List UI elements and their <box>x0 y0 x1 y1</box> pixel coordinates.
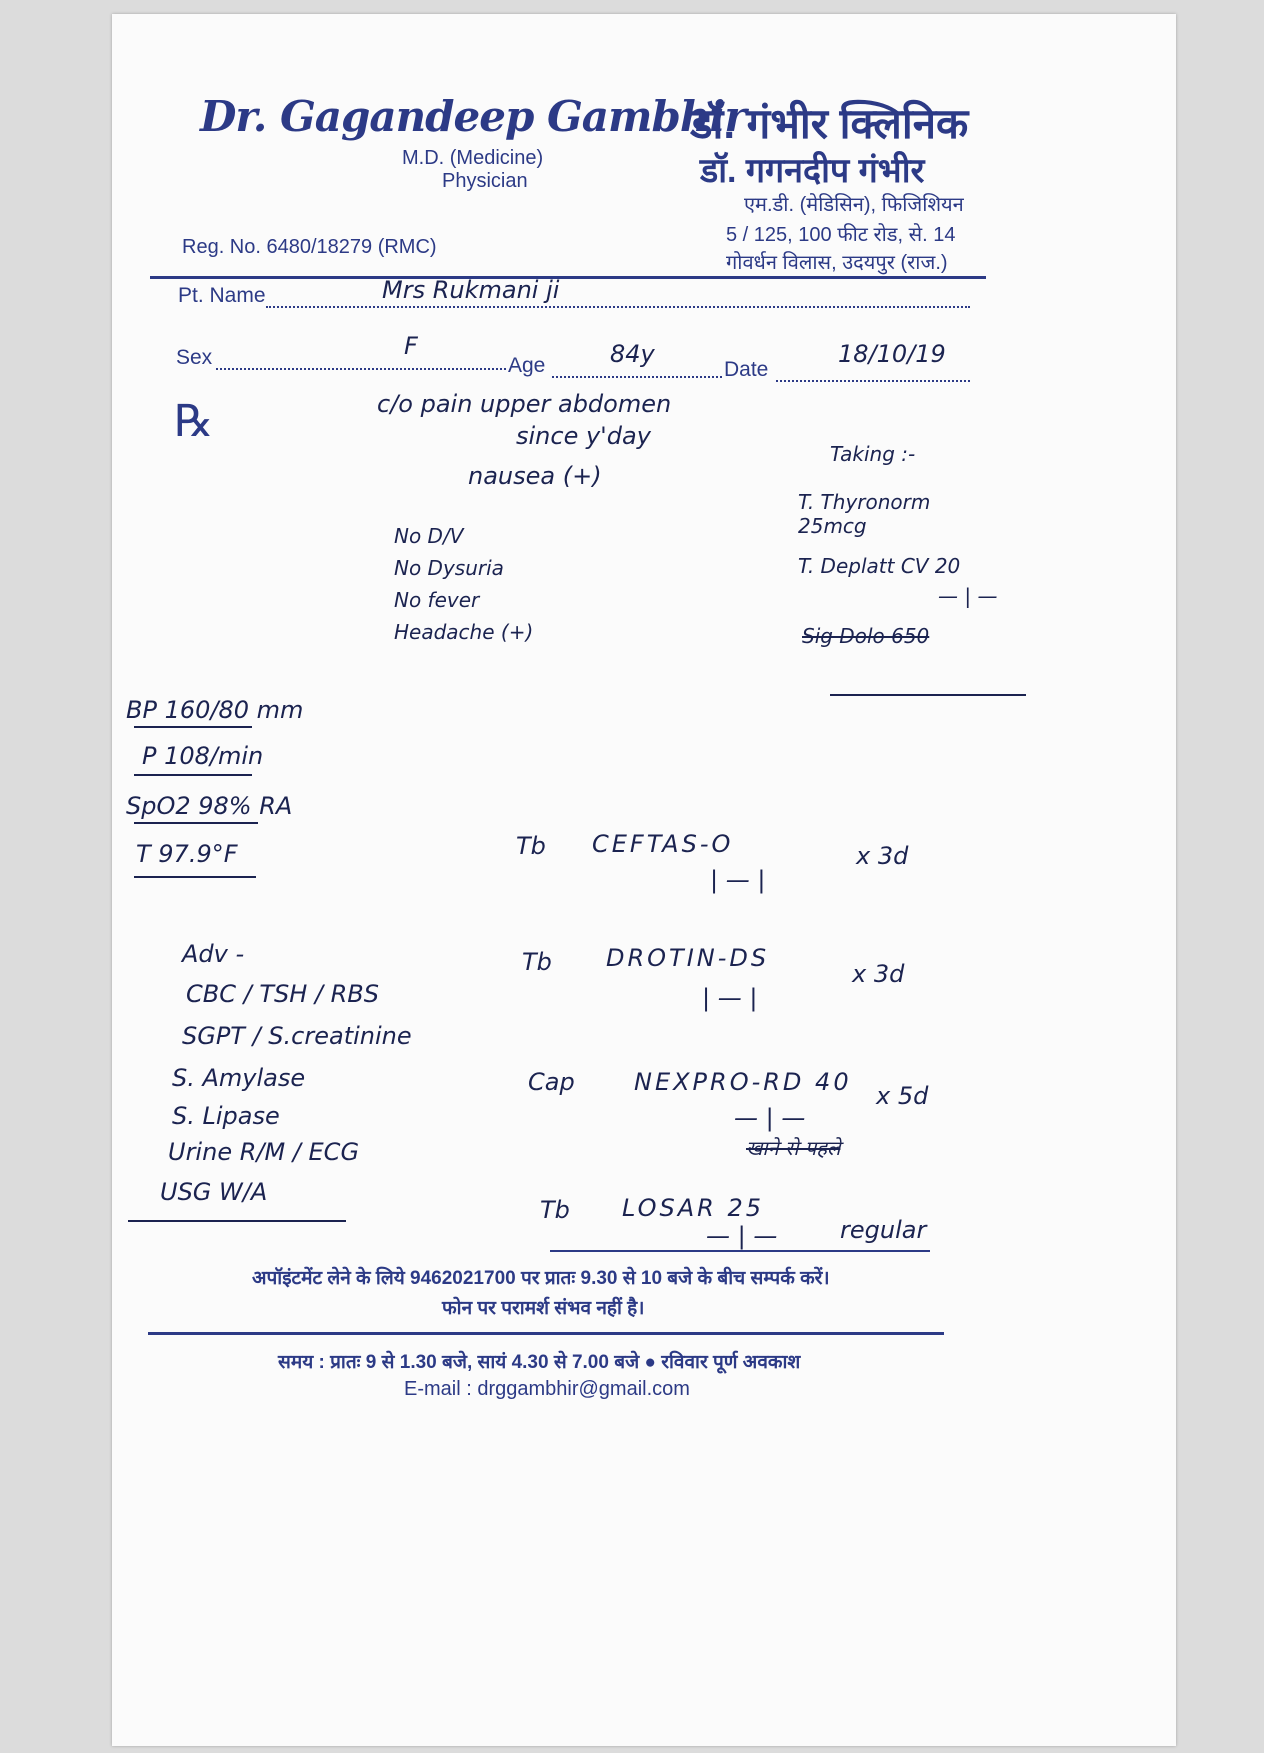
date-dots <box>776 380 970 382</box>
rx-drug-name: CEFTAS-O <box>592 830 734 858</box>
history-line: No Dysuria <box>394 556 504 580</box>
advice-item: USG W/A <box>160 1178 268 1206</box>
patient-name-value: Mrs Rukmani ji <box>382 276 560 304</box>
date-value: 18/10/19 <box>838 340 946 368</box>
history-line: No fever <box>394 588 480 612</box>
role-en: Physician <box>442 170 528 192</box>
date-label: Date <box>724 358 769 381</box>
vital: SpO2 98% RA <box>126 792 293 820</box>
sex-label: Sex <box>176 346 213 369</box>
current-med: T. Thyronorm 25mcg <box>798 490 931 538</box>
struck-med: Sig Dolo 650 <box>802 624 930 648</box>
rx-drug-name: DROTIN-DS <box>606 944 770 972</box>
current-meds-heading: Taking :- <box>830 442 916 466</box>
meds-rule <box>830 694 1026 696</box>
rx-duration: x 3d <box>856 842 909 870</box>
advice-item: CBC / TSH / RBS <box>186 980 379 1008</box>
rx-dose: | — | <box>702 984 758 1012</box>
current-med: T. Deplatt CV 20 <box>798 554 961 578</box>
phone-note: फोन पर परामर्श संभव नहीं है। <box>442 1298 645 1319</box>
age-value: 84y <box>610 340 655 368</box>
sex-dots <box>216 368 506 370</box>
advice-item: Urine R/M / ECG <box>168 1138 360 1166</box>
rx-form: Tb <box>522 948 552 976</box>
rx-dose: — | — <box>734 1104 806 1132</box>
complaint-line: c/o pain upper abdomen <box>377 390 672 418</box>
history-line: Headache (+) <box>394 620 534 644</box>
current-med-dose: — | — <box>938 584 998 608</box>
doctor-name-hi: डॉ. गगनदीप गंभीर <box>700 152 925 190</box>
header-rule <box>150 276 986 279</box>
prescription-sheet <box>112 14 1176 1746</box>
rx-drug-name: LOSAR 25 <box>622 1194 765 1222</box>
rx-duration: x 5d <box>876 1082 929 1110</box>
advice-item: S. Amylase <box>172 1064 306 1092</box>
degree-hi: एम.डी. (मेडिसिन), फिजिशियन <box>744 194 964 216</box>
reg-no: Reg. No. 6480/18279 (RMC) <box>182 236 437 258</box>
sex-value: F <box>404 332 418 360</box>
advice-item: SGPT / S.creatinine <box>182 1022 412 1050</box>
rx-form: Tb <box>516 832 546 860</box>
address-line2-hi: गोवर्धन विलास, उदयपुर (राज.) <box>726 252 948 274</box>
vital-underline <box>134 876 256 878</box>
footer-rule <box>148 1332 944 1335</box>
vital-underline <box>134 774 252 776</box>
degree-en: M.D. (Medicine) <box>402 147 544 169</box>
doctor-name-en: Dr. Gagandeep Gambhir <box>200 92 746 141</box>
rx-form: Cap <box>528 1068 575 1096</box>
advice-heading: Adv - <box>182 940 245 968</box>
rx-drug-name: NEXPRO-RD 40 <box>634 1068 852 1096</box>
rx-form: Tb <box>540 1196 570 1224</box>
vital-underline <box>134 822 258 824</box>
appointment-note: अपॉइंटमेंट लेने के लिये 9462021700 पर प्रातः 9.30 से 10 बजे के बीच सम्पर्क करें। <box>252 1268 830 1289</box>
name-dots <box>266 306 970 308</box>
complaint-line: nausea (+) <box>468 462 602 490</box>
rx-duration: regular <box>840 1216 927 1244</box>
timing-note: समय : प्रातः 9 से 1.30 बजे, सायं 4.30 से 7.00 बजे ● रविवार पूर्ण अवकाश <box>278 1352 801 1373</box>
rx-note: खाने से पहले <box>746 1136 841 1160</box>
complaint-line: since y'day <box>516 422 651 450</box>
advice-item: S. Lipase <box>172 1102 280 1130</box>
vital: P 108/min <box>142 742 264 770</box>
email: E-mail : drggambhir@gmail.com <box>404 1378 690 1400</box>
vital: BP 160/80 mm <box>126 696 304 724</box>
rx-dose: | — | <box>710 866 766 894</box>
age-dots <box>552 376 722 378</box>
name-label: Pt. Name <box>178 284 266 307</box>
address-line1-hi: 5 / 125, 100 फीट रोड, से. 14 <box>726 224 956 246</box>
rx-dose: — | — <box>706 1222 778 1250</box>
signature-line <box>550 1250 930 1252</box>
rx-duration: x 3d <box>852 960 905 988</box>
history-line: No D/V <box>394 524 464 548</box>
age-label: Age <box>508 354 546 377</box>
clinic-name-hi: डॉ. गंभीर क्लिनिक <box>690 100 969 147</box>
advice-underline <box>128 1220 346 1222</box>
rx-symbol: ℞ <box>174 396 214 447</box>
vital-underline <box>134 726 252 728</box>
vital: T 97.9°F <box>136 840 238 868</box>
